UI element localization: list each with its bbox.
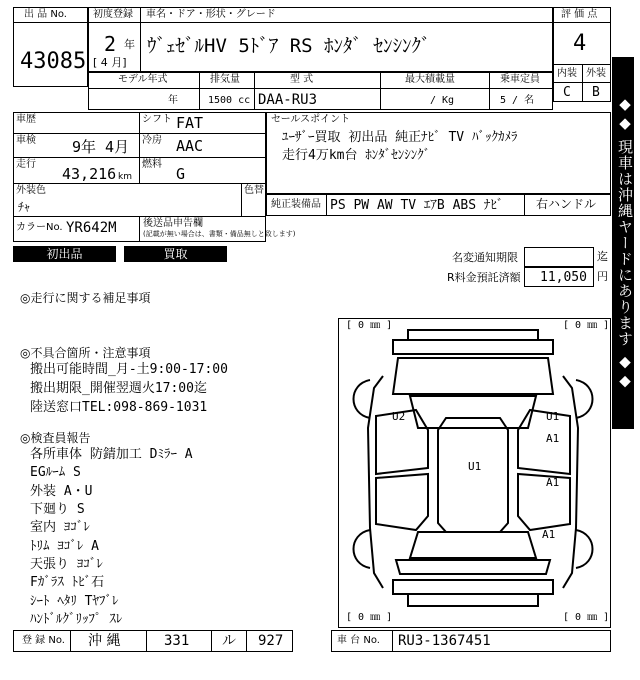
defect-line-2: 搬出期限_開催翌週火17:00迄	[30, 381, 207, 396]
reg-class: 331	[164, 633, 190, 649]
vehicle-name: ｳﾞｪｾﾞﾙHV 5ﾄﾞｱ RS ﾎﾝﾀﾞ ｾﾝｼﾝｸﾞ	[147, 35, 431, 57]
ac: AAC	[176, 137, 204, 155]
mileage-unit: km	[118, 172, 132, 182]
inspector-line-4: 下廻り S	[30, 502, 85, 517]
inspector-line-6: ﾄﾘﾑ ﾖｺﾞﾚ A	[30, 539, 99, 554]
reg-num: 927	[258, 633, 284, 649]
inspector-line-2: EGﾙｰﾑ S	[30, 465, 81, 480]
interior-grade: C	[563, 85, 571, 100]
sales-point-label: セールスポイント	[271, 114, 351, 125]
recycle-value: 11,050	[540, 270, 587, 285]
inspector-line-1: 各所車体 防錆加工 Dﾐﾗｰ A	[30, 447, 193, 462]
damage-mark-u1-door: U1	[546, 410, 560, 423]
ext-color-label: 外装色	[16, 185, 46, 196]
color-no: YR642M	[66, 220, 117, 236]
inspector-line-9: ｼｰﾄ ﾍﾀﾘ Tﾔﾌﾞﾚ	[30, 594, 119, 609]
lot-no-label: 出 品 No.	[24, 9, 67, 20]
post-doc-label: 後送品申告欄	[143, 218, 203, 229]
shift: FAT	[176, 114, 204, 132]
reg-year: 2	[104, 32, 117, 56]
interior-label: 内装	[557, 68, 577, 79]
car-damage-diagram	[338, 318, 611, 628]
driving-title: ◎走行に関する補足事項	[20, 291, 151, 305]
diagram-br-label: [ 0 ㎜ ]	[563, 612, 610, 623]
inspection-label: 車検	[16, 135, 36, 146]
ac-label: 冷房	[142, 135, 162, 146]
color-no-label: カラーNo.	[16, 222, 63, 233]
steering: 右ハンドル	[536, 197, 597, 211]
reg-no-label: 登 録 No.	[22, 635, 65, 646]
year-unit: 年	[124, 38, 135, 51]
color-change-label: 色替	[244, 185, 264, 196]
model-type: DAA-RU3	[258, 92, 318, 108]
capacity-label: 乗車定員	[500, 74, 540, 85]
exterior-label: 外装	[586, 68, 606, 79]
damage-mark-a1-rear: A1	[546, 476, 560, 489]
first-reg-label: 初度登録	[93, 9, 133, 20]
defect-line-1: 搬出可能時間_月-土9:00-17:00	[30, 362, 228, 377]
shift-label: シフト	[142, 114, 172, 125]
inspector-line-8: Fｶﾞﾗｽ ﾄﾋﾞ石	[30, 575, 105, 590]
damage-mark-u2: U2	[392, 410, 406, 423]
diagram-tr-label: [ 0 ㎜ ]	[563, 320, 610, 331]
post-doc-note: (記載が無い場合は、書類・備品無しと致します)	[143, 230, 296, 238]
recycle-label: R料金預託済額	[447, 271, 521, 284]
inspection: 9年 4月	[72, 138, 130, 156]
score-label: 評 価 点	[561, 9, 598, 20]
recycle-unit: 円	[597, 270, 608, 283]
reg-area: 沖 縄	[88, 633, 121, 649]
equipment-label: 純正装備品	[271, 199, 321, 210]
fuel-label: 燃料	[142, 159, 162, 170]
equipment-items: PS PW AW TV ｴｱB ABS ﾅﾋﾞ	[330, 198, 504, 213]
model-year-label: モデル年式	[118, 74, 168, 85]
max-load-label: 最大積載量	[405, 74, 455, 85]
inspector-line-10: ﾊﾝﾄﾞﾙｸﾞﾘｯﾌﾟ ｽﾚ	[30, 612, 123, 627]
displacement: 1500 cc	[208, 95, 251, 106]
chassis-no: RU3-1367451	[398, 633, 491, 649]
sales-point-line2: 走行4万km台 ﾎﾝﾀﾞｾﾝｼﾝｸﾞ	[282, 148, 431, 163]
history-label: 車歴	[16, 114, 36, 125]
notice-label: 名変通知期限	[452, 251, 518, 264]
lot-no: 43085	[20, 49, 87, 74]
displacement-label: 排気量	[210, 74, 240, 85]
model-year-unit: 年	[168, 95, 178, 106]
diagram-bl-label: [ 0 ㎜ ]	[346, 612, 393, 623]
inspector-title: ◎検査員報告	[20, 431, 91, 445]
ext-color: ﾁｬ	[18, 200, 31, 214]
reg-month: [ 4 月]	[93, 56, 127, 69]
yard-notice-banner: ◆◆ 現車は沖縄ヤードにあります ◆◆	[612, 57, 634, 429]
exterior-grade: B	[592, 85, 600, 100]
notice-unit: 迄	[597, 250, 608, 263]
sales-point-line1: ﾕｰｻﾞｰ買取 初出品 純正ﾅﾋﾞ TV ﾊﾞｯｸｶﾒﾗ	[282, 130, 518, 145]
mileage: 43,216	[62, 165, 117, 183]
capacity: 5 / 名	[500, 95, 535, 106]
max-load: / Kg	[430, 95, 455, 106]
score: 4	[573, 31, 587, 56]
chassis-label: 車 台 No.	[337, 635, 380, 646]
inspector-line-7: 天張り ﾖｺﾞﾚ	[30, 557, 103, 572]
inspector-line-5: 室内 ﾖｺﾞﾚ	[30, 520, 90, 535]
damage-mark-a1-door: A1	[546, 432, 560, 445]
defect-line-3: 陸送窓口TEL:098-869-1031	[30, 400, 208, 415]
type-label: 型 式	[290, 74, 314, 85]
buyout-tag: 買取	[124, 246, 227, 262]
damage-mark-a1-rear-lower: A1	[542, 528, 556, 541]
diagram-tl-label: [ 0 ㎜ ]	[346, 320, 393, 331]
fuel: G	[176, 165, 186, 183]
first-listing-tag: 初出品	[13, 246, 116, 262]
name-label: 車名・ドア・形状・グレード	[146, 9, 276, 20]
reg-kana: ル	[222, 633, 236, 649]
damage-mark-u1-roof: U1	[468, 460, 482, 473]
inspector-line-3: 外装 A・U	[30, 484, 93, 499]
defect-title: ◎不具合箇所・注意事項	[20, 346, 151, 360]
mileage-label: 走行	[16, 159, 36, 170]
notice-value	[524, 247, 594, 267]
